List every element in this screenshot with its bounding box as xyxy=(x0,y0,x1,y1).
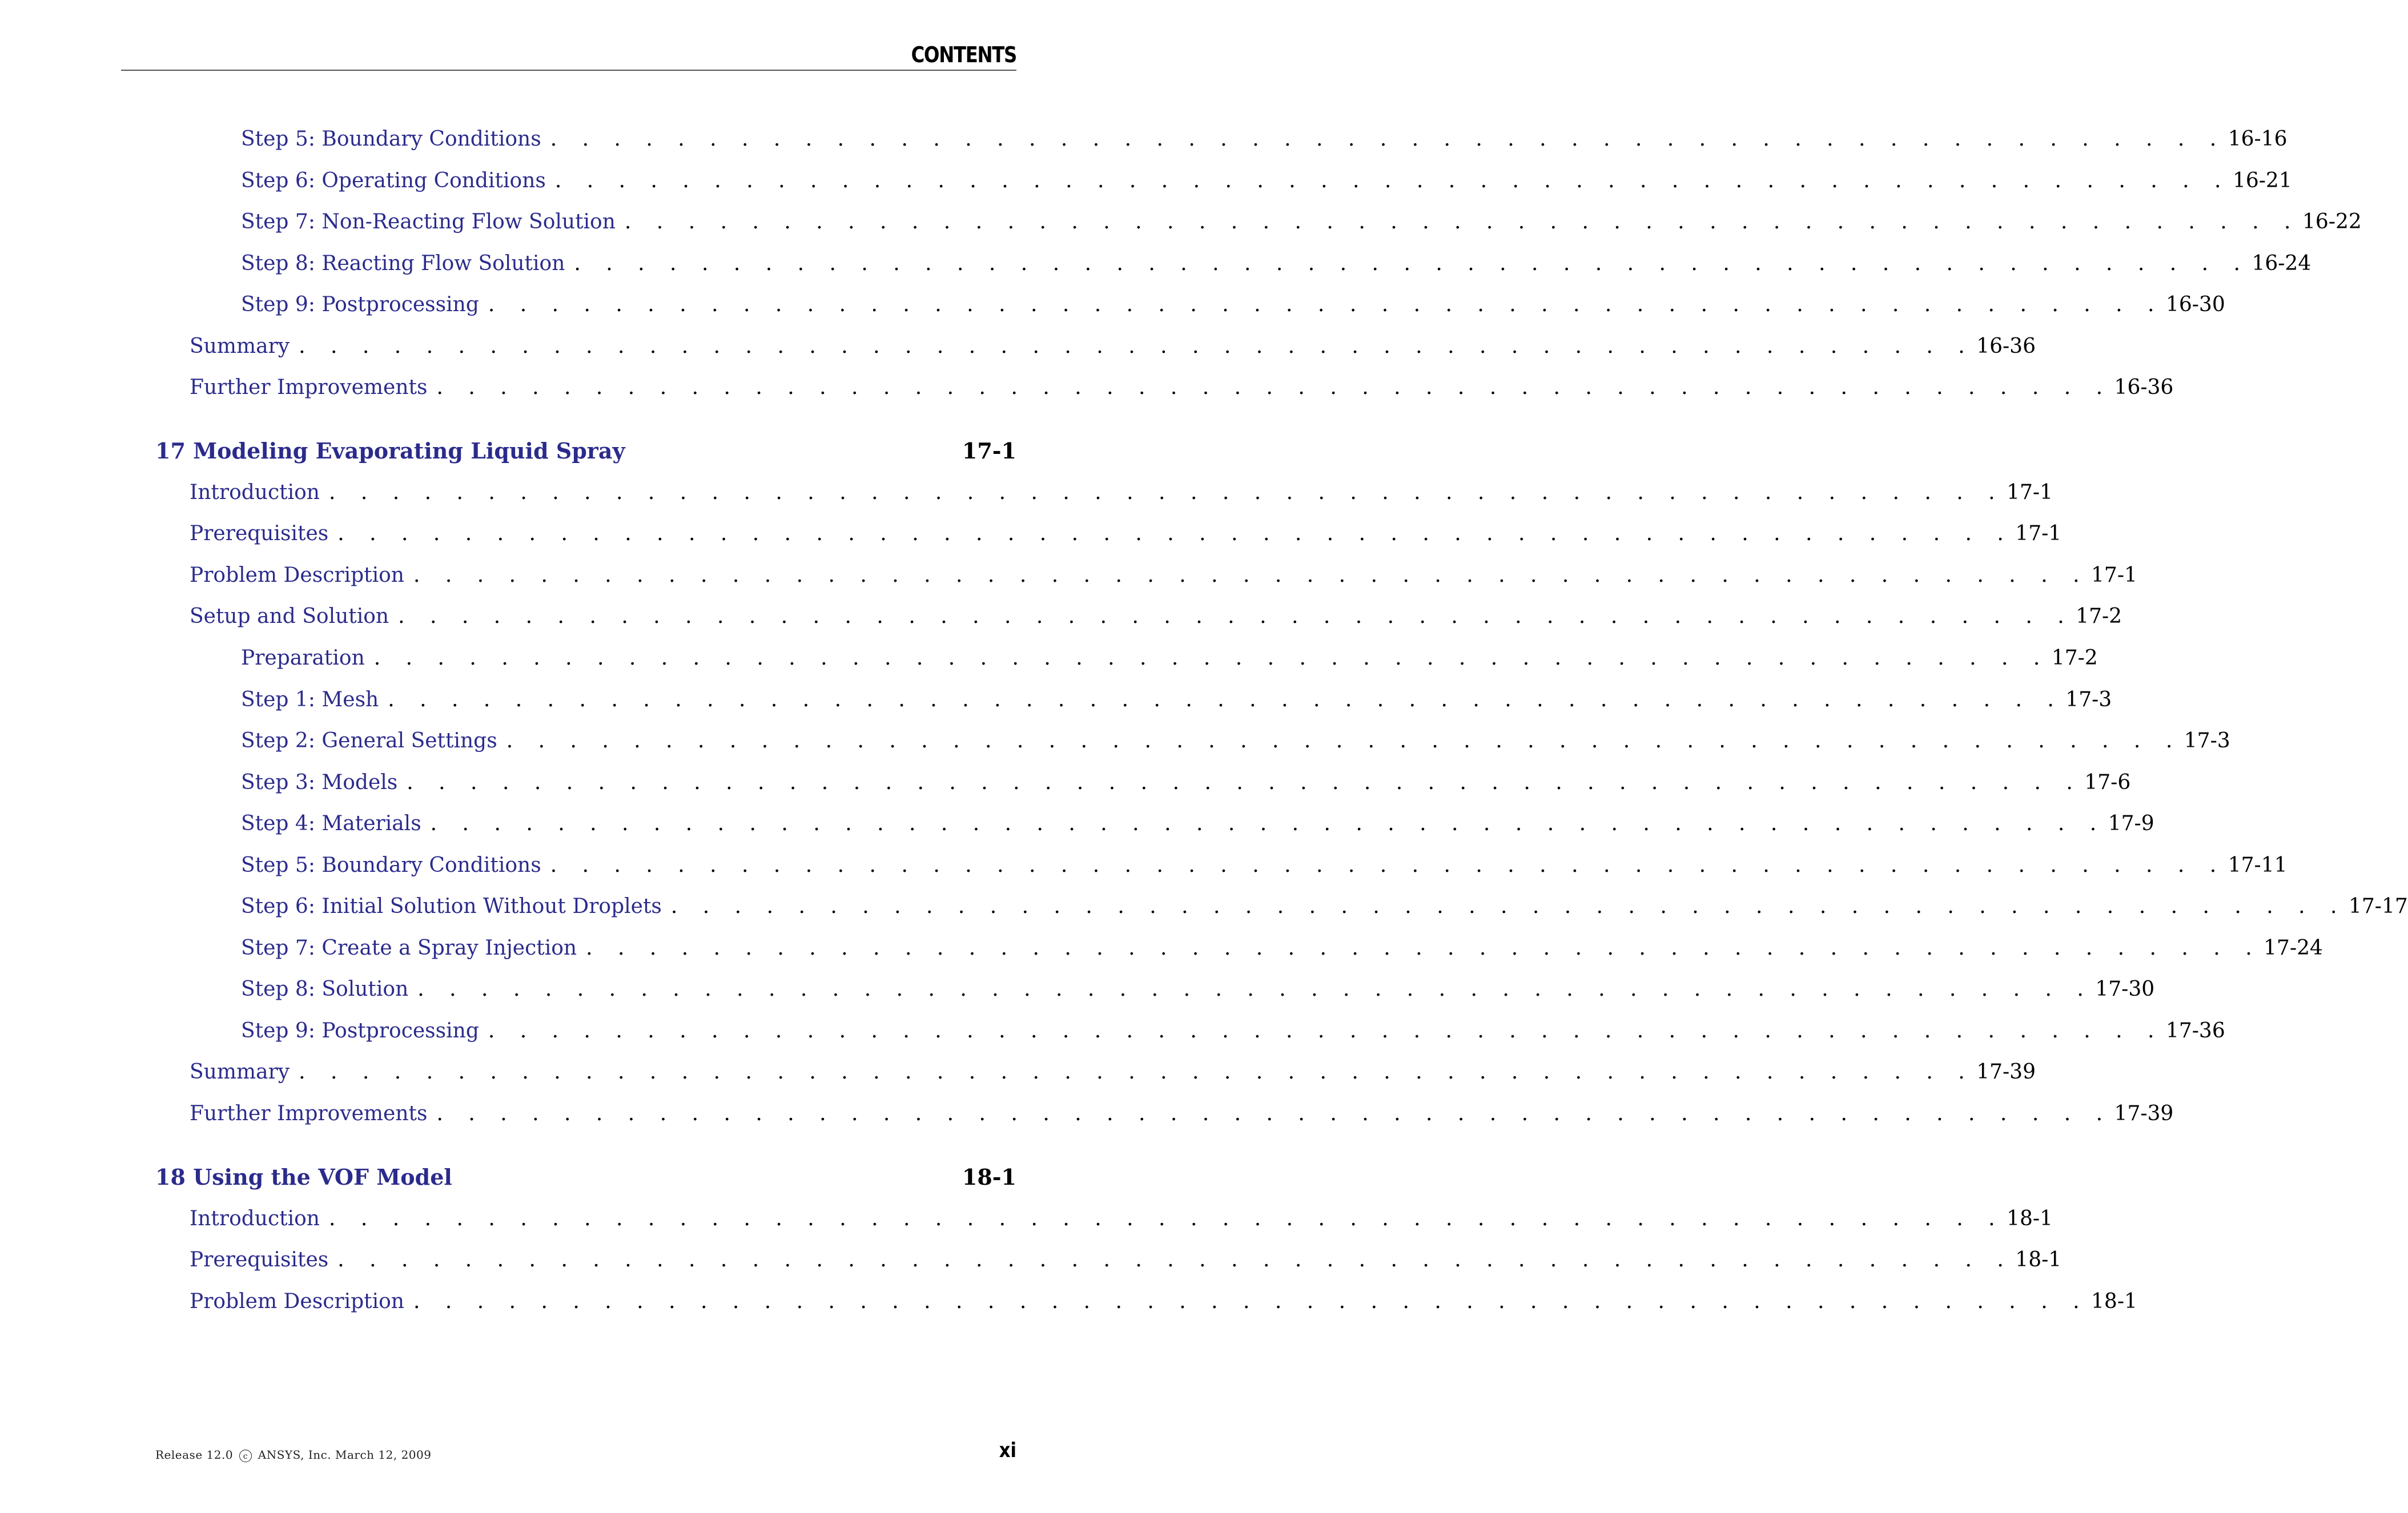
toc-leader-dots: . . . . . . . . . . . . . . . . . . . . . . . . . . . . . . . . . . . . . . . . . . . . . . . . . . . . . xyxy=(574,251,2250,275)
toc-leader-dots: . . . . . . . . . . . . . . . . . . . . . . . . . . . . . . . . . . . . . . . . . . . . . . . . . . . . . xyxy=(407,770,2083,794)
copyright-icon: c xyxy=(239,1450,252,1462)
page-header-title: CONTENTS xyxy=(911,42,1016,67)
toc-entry-label[interactable]: Summary xyxy=(190,1060,290,1084)
header-rule xyxy=(121,70,1016,71)
toc-leader-dots: . . . . . . . . . . . . . . . . . . . . . . . . . . . . . . . . . . . . . . . . . . . . . . . . . . . . . xyxy=(329,480,2005,504)
toc-entry[interactable] xyxy=(190,370,2174,404)
toc-leader-dots: . . . . . . . . . . . . . . . . . . . . . . . . . . . . . . . . . . . . . . . . . . . . . . . . . . . . . xyxy=(329,1206,2005,1230)
toc-entry[interactable] xyxy=(190,475,2053,509)
toc-entry[interactable] xyxy=(241,972,2155,1006)
toc-entry-label[interactable]: Step 4: Materials xyxy=(241,811,421,835)
toc-entry[interactable] xyxy=(190,1284,2137,1318)
toc-entry-label[interactable]: Further Improvements xyxy=(190,375,428,399)
toc-entry[interactable] xyxy=(241,889,2408,923)
toc-entry[interactable] xyxy=(241,246,2311,280)
toc-entry[interactable] xyxy=(241,848,2288,882)
toc-entry[interactable] xyxy=(190,1201,2053,1236)
toc-entry[interactable] xyxy=(190,329,2036,363)
toc-entry-label[interactable]: Step 8: Solution xyxy=(241,977,409,1001)
toc-leader-dots: . . . . . . . . . . . . . . . . . . . . . . . . . . . . . . . . . . . . . . . . . . . . . . . . . . . . . xyxy=(624,210,2300,234)
toc-leader-dots: . . . . . . . . . . . . . . . . . . . . . . . . . . . . . . . . . . . . . . . . . . . . . . . . . . . . . xyxy=(670,894,2346,918)
chapter-page: 17-1 xyxy=(962,437,1016,464)
toc-leader-dots: . . . . . . . . . . . . . . . . . . . . . . . . . . . . . . . . . . . . . . . . . . . . . . . . . . . . . xyxy=(550,127,2226,151)
toc-entry[interactable] xyxy=(190,516,2062,550)
toc-leader-dots: . . . . . . . . . . . . . . . . . . . . . . . . . . . . . . . . . . . . . . . . . . . . . . . . . . . . . xyxy=(430,811,2106,835)
toc-entry-page: 17-1 xyxy=(2007,480,2053,504)
toc-entry[interactable] xyxy=(190,1242,2062,1277)
toc-entry-label[interactable]: Step 7: Non-Reacting Flow Solution xyxy=(241,210,616,234)
toc-leader-dots: . . . . . . . . . . . . . . . . . . . . . . . . . . . . . . . . . . . . . . . . . . . . . . . . . . . . . xyxy=(413,1289,2089,1313)
chapter-title[interactable]: 17 Modeling Evaporating Liquid Spray xyxy=(155,437,625,464)
toc-entry-page: 18-1 xyxy=(2007,1206,2053,1230)
toc-entry-label[interactable]: Step 9: Postprocessing xyxy=(241,292,479,316)
toc-entry-label[interactable]: Setup and Solution xyxy=(190,604,389,628)
toc-entry[interactable] xyxy=(241,641,2098,675)
toc-entry-page: 17-3 xyxy=(2065,687,2112,711)
toc-entry-label[interactable]: Preparation xyxy=(241,646,365,670)
toc-leader-dots: . . . . . . . . . . . . . . . . . . . . . . . . . . . . . . . . . . . . . . . . . . . . . . . . . . . . . xyxy=(488,1019,2164,1043)
toc-leader-dots: . . . . . . . . . . . . . . . . . . . . . . . . . . . . . . . . . . . . . . . . . . . . . . . . . . . . . xyxy=(373,646,2049,670)
toc-leader-dots: . . . . . . . . . . . . . . . . . . . . . . . . . . . . . . . . . . . . . . . . . . . . . . . . . . . . . xyxy=(337,521,2013,545)
toc-entry-page: 17-1 xyxy=(2015,521,2062,545)
toc-entry-page: 16-21 xyxy=(2232,168,2292,192)
toc-chapter-17[interactable] xyxy=(155,433,1016,468)
toc-entry-label[interactable]: Introduction xyxy=(190,480,320,504)
toc-entry-page: 17-24 xyxy=(2264,936,2323,960)
toc-leader-dots: . . . . . . . . . . . . . . . . . . . . . . . . . . . . . . . . . . . . . . . . . . . . . . . . . . . . . xyxy=(586,936,2262,960)
toc-leader-dots: . . . . . . . . . . . . . . . . . . . . . . . . . . . . . . . . . . . . . . . . . . . . . . . . . . . . . xyxy=(488,292,2164,316)
toc-leader-dots: . . . . . . . . . . . . . . . . . . . . . . . . . . . . . . . . . . . . . . . . . . . . . . . . . . . . . xyxy=(388,687,2064,711)
toc-leader-dots: . . . . . . . . . . . . . . . . . . . . . . . . . . . . . . . . . . . . . . . . . . . . . . . . . . . . . xyxy=(417,977,2093,1001)
toc-entry-page: 17-9 xyxy=(2108,811,2154,835)
toc-entry-label[interactable]: Step 2: General Settings xyxy=(241,729,497,753)
toc-entry-label[interactable]: Step 3: Models xyxy=(241,770,398,794)
toc-entry-page: 16-36 xyxy=(2114,375,2174,399)
toc-entry[interactable] xyxy=(241,806,2154,840)
toc-leader-dots: . . . . . . . . . . . . . . . . . . . . . . . . . . . . . . . . . . . . . . . . . . . . . . . . . . . . . xyxy=(398,604,2074,628)
toc-leader-dots: . . . . . . . . . . . . . . . . . . . . . . . . . . . . . . . . . . . . . . . . . . . . . . . . . . . . . xyxy=(299,1060,1975,1084)
toc-entry-label[interactable]: Step 5: Boundary Conditions xyxy=(241,853,541,877)
toc-entry[interactable] xyxy=(241,765,2131,799)
toc-entry-label[interactable]: Step 7: Create a Spray Injection xyxy=(241,936,577,960)
toc-entry-label[interactable]: Step 6: Initial Solution Without Droplets xyxy=(241,894,662,918)
toc-entry-page: 17-30 xyxy=(2095,977,2155,1001)
toc-entry-label[interactable]: Problem Description xyxy=(190,563,404,587)
toc-entry[interactable] xyxy=(241,723,2230,758)
toc-entry-page: 17-36 xyxy=(2165,1019,2225,1043)
toc-entry[interactable] xyxy=(190,1096,2174,1130)
footer-release-before: Release 12.0 xyxy=(155,1448,234,1462)
footer-page-number: xi xyxy=(999,1439,1016,1462)
toc-entry-page: 17-11 xyxy=(2228,853,2288,877)
toc-entry-label[interactable]: Step 5: Boundary Conditions xyxy=(241,127,541,151)
toc-entry[interactable] xyxy=(241,163,2292,198)
toc-entry[interactable] xyxy=(241,287,2225,321)
toc-entry-page: 18-1 xyxy=(2091,1289,2137,1313)
toc-entry-label[interactable]: Problem Description xyxy=(190,1289,404,1313)
toc-leader-dots: . . . . . . . . . . . . . . . . . . . . . . . . . . . . . . . . . . . . . . . . . . . . . . . . . . . . . xyxy=(413,563,2089,587)
toc-entry-label[interactable]: Prerequisites xyxy=(190,1248,329,1271)
toc-entry-label[interactable]: Step 9: Postprocessing xyxy=(241,1019,479,1043)
toc-entry[interactable] xyxy=(190,599,2122,633)
toc-entry-page: 18-1 xyxy=(2015,1248,2062,1271)
toc-entry[interactable] xyxy=(190,558,2137,592)
toc-leader-dots: . . . . . . . . . . . . . . . . . . . . . . . . . . . . . . . . . . . . . . . . . . . . . . . . . . . . . xyxy=(436,375,2112,399)
toc-entry-page: 17-6 xyxy=(2084,770,2131,794)
toc-entry[interactable] xyxy=(241,204,2362,239)
toc-entry-label[interactable]: Prerequisites xyxy=(190,521,329,545)
toc-entry[interactable] xyxy=(241,931,2323,965)
toc-entry[interactable] xyxy=(241,122,2288,156)
toc-entry-page: 16-16 xyxy=(2228,127,2288,151)
toc-entry-page: 17-2 xyxy=(2051,646,2098,670)
toc-leader-dots: . . . . . . . . . . . . . . . . . . . . . . . . . . . . . . . . . . . . . . . . . . . . . . . . . . . . . xyxy=(337,1248,2013,1271)
toc-entry-label[interactable]: Summary xyxy=(190,334,290,358)
toc-entry[interactable] xyxy=(190,1055,2036,1089)
toc-leader-dots: . . . . . . . . . . . . . . . . . . . . . . . . . . . . . . . . . . . . . . . . . . . . . . . . . . . . . xyxy=(436,1101,2112,1125)
toc-entry-page: 16-24 xyxy=(2252,251,2311,275)
toc-entry-page: 17-1 xyxy=(2091,563,2137,587)
toc-entry-page: 17-2 xyxy=(2076,604,2122,628)
toc-entry-label[interactable]: Step 1: Mesh xyxy=(241,687,379,711)
toc-entry-page: 17-3 xyxy=(2184,729,2230,753)
toc-entry-page: 17-17 xyxy=(2348,894,2408,918)
toc-entry-page: 17-39 xyxy=(2114,1101,2174,1125)
toc-entry-page: 17-39 xyxy=(1976,1060,2036,1084)
toc-leader-dots: . . . . . . . . . . . . . . . . . . . . . . . . . . . . . . . . . . . . . . . . . . . . . . . . . . . . . xyxy=(554,168,2230,192)
toc-leader-dots: . . . . . . . . . . . . . . . . . . . . . . . . . . . . . . . . . . . . . . . . . . . . . . . . . . . . . xyxy=(506,729,2182,753)
chapter-page: 18-1 xyxy=(962,1164,1016,1190)
toc-entry-label[interactable]: Introduction xyxy=(190,1206,320,1230)
toc-entry[interactable] xyxy=(241,682,2112,717)
footer-release-after: ANSYS, Inc. March 12, 2009 xyxy=(258,1448,432,1462)
toc-leader-dots: . . . . . . . . . . . . . . . . . . . . . . . . . . . . . . . . . . . . . . . . . . . . . . . . . . . . . xyxy=(299,334,1975,358)
toc-entry-label[interactable]: Step 6: Operating Conditions xyxy=(241,168,546,192)
toc-entry-page: 16-22 xyxy=(2302,210,2362,234)
chapter-title[interactable]: 18 Using the VOF Model xyxy=(155,1164,452,1190)
toc-entry-page: 16-36 xyxy=(1976,334,2036,358)
footer-release-note xyxy=(155,1448,431,1462)
toc-leader-dots: . . . . . . . . . . . . . . . . . . . . . . . . . . . . . . . . . . . . . . . . . . . . . . . . . . . . . xyxy=(550,853,2226,877)
toc-entry-label[interactable]: Step 8: Reacting Flow Solution xyxy=(241,251,565,275)
toc-chapter-18[interactable] xyxy=(155,1160,1016,1194)
toc-entry[interactable] xyxy=(241,1013,2225,1048)
toc-entry-page: 16-30 xyxy=(2165,292,2225,316)
toc-entry-label[interactable]: Further Improvements xyxy=(190,1101,428,1125)
